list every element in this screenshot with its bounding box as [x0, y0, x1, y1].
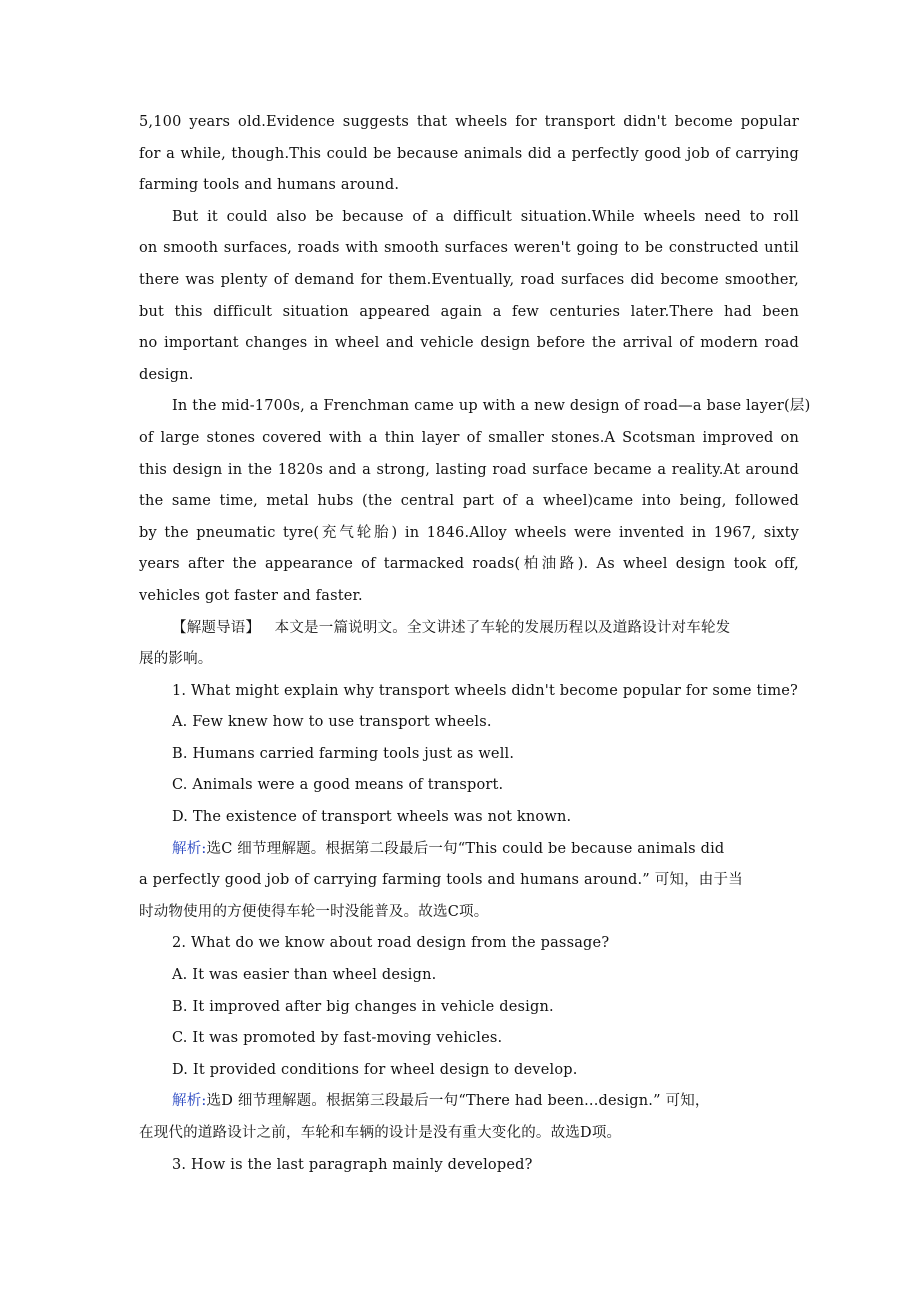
analysis-text: a perfectly good job of carrying farming tools and humans around.” 可知，由于当: [139, 872, 743, 889]
paragraph-line: But it could also be because of a difficult situation.While wheels need to roll: [172, 208, 799, 225]
paragraph-line: years after the appearance of tarmacked roads(柏油路). As wheel design took off,: [139, 556, 799, 573]
guide-text: 展的影响。: [139, 651, 213, 668]
option-b: B. Humans carried farming tools just as well.: [172, 745, 515, 762]
question-1: [139, 676, 799, 929]
analysis-text: 时动物使用的方便使得车轮一时没能普及。故选C项。: [139, 903, 489, 920]
question-stem: 1. What might explain why transport wheels didn't become popular for some time?: [172, 682, 799, 699]
paragraph-line: In the mid-1700s, a Frenchman came up with a new design of road—a base layer(层): [172, 398, 811, 415]
paragraph-line: of large stones covered with a thin layer of smaller stones.A Scotsman improved on: [139, 429, 799, 446]
option-d: D. It provided conditions for wheel design to develop.: [172, 1061, 578, 1078]
paragraph-line: the same time, metal hubs (the central part of a wheel)came into being, followed: [139, 493, 799, 510]
option-d: D. The existence of transport wheels was not known.: [172, 809, 572, 826]
analysis-text: 选D 细节理解题。根据第三段最后一句“There had been...design.” 可知，: [206, 1093, 710, 1110]
question-stem: 3. How is the last paragraph mainly developed?: [172, 1156, 533, 1173]
paragraph-3: [139, 391, 811, 612]
guide-text: 本文是一篇说明文。全文讲述了车轮的发展历程以及道路设计对车轮发: [274, 619, 731, 636]
paragraph-line: there was plenty of demand for them.Eventually, road surfaces did become smoother,: [139, 271, 799, 288]
paragraph-line: vehicles got faster and faster.: [139, 587, 363, 604]
paragraph-line: this design in the 1820s and a strong, lasting road surface became a reality.At around: [139, 461, 799, 478]
paragraph-line: design.: [139, 366, 194, 383]
paragraph-line: for a while, though.This could be because animals did a perfectly good job of carrying: [139, 145, 799, 162]
question-3: [139, 1150, 799, 1182]
paragraph-line: no important changes in wheel and vehicle design before the arrival of modern road: [139, 335, 799, 352]
paragraph-line: but this difficult situation appeared again a few centuries later.There had been: [139, 303, 799, 320]
paragraph-line: by the pneumatic tyre(充气轮胎) in 1846.Alloy wheels were invented in 1967, sixty: [139, 524, 799, 541]
analysis-text: 在现代的道路设计之前，车轮和车辆的设计是没有重大变化的。故选D项。: [139, 1125, 622, 1141]
analysis-text: 选C 细节理解题。根据第二段最后一句“This could be because animals did: [206, 840, 725, 857]
option-a: A. It was easier than wheel design.: [172, 967, 437, 984]
analysis-label: 解析:: [172, 1093, 207, 1110]
paragraph-line: on smooth surfaces, roads with smooth surfaces weren't going to be constructed until: [139, 240, 799, 257]
paragraph-line: farming tools and humans around.: [139, 177, 400, 194]
paragraph-2: [139, 202, 799, 392]
option-b: B. It improved after big changes in vehicle design.: [172, 998, 554, 1015]
option-a: A. Few knew how to use transport wheels.: [172, 714, 492, 731]
guide-label: 【解题导语】: [172, 619, 261, 636]
document-page: [139, 107, 811, 1181]
question-2: [139, 928, 799, 1149]
reading-guide: [139, 613, 799, 676]
question-stem: 2. What do we know about road design from the passage?: [172, 935, 610, 952]
option-c: C. Animals were a good means of transport.: [172, 777, 504, 794]
paragraph-line: 5,100 years old.Evidence suggests that wheels for transport didn't become popular: [139, 114, 799, 130]
analysis-label: 解析:: [172, 840, 207, 857]
option-c: C. It was promoted by fast-moving vehicles.: [172, 1030, 503, 1047]
paragraph-1: [139, 107, 799, 202]
